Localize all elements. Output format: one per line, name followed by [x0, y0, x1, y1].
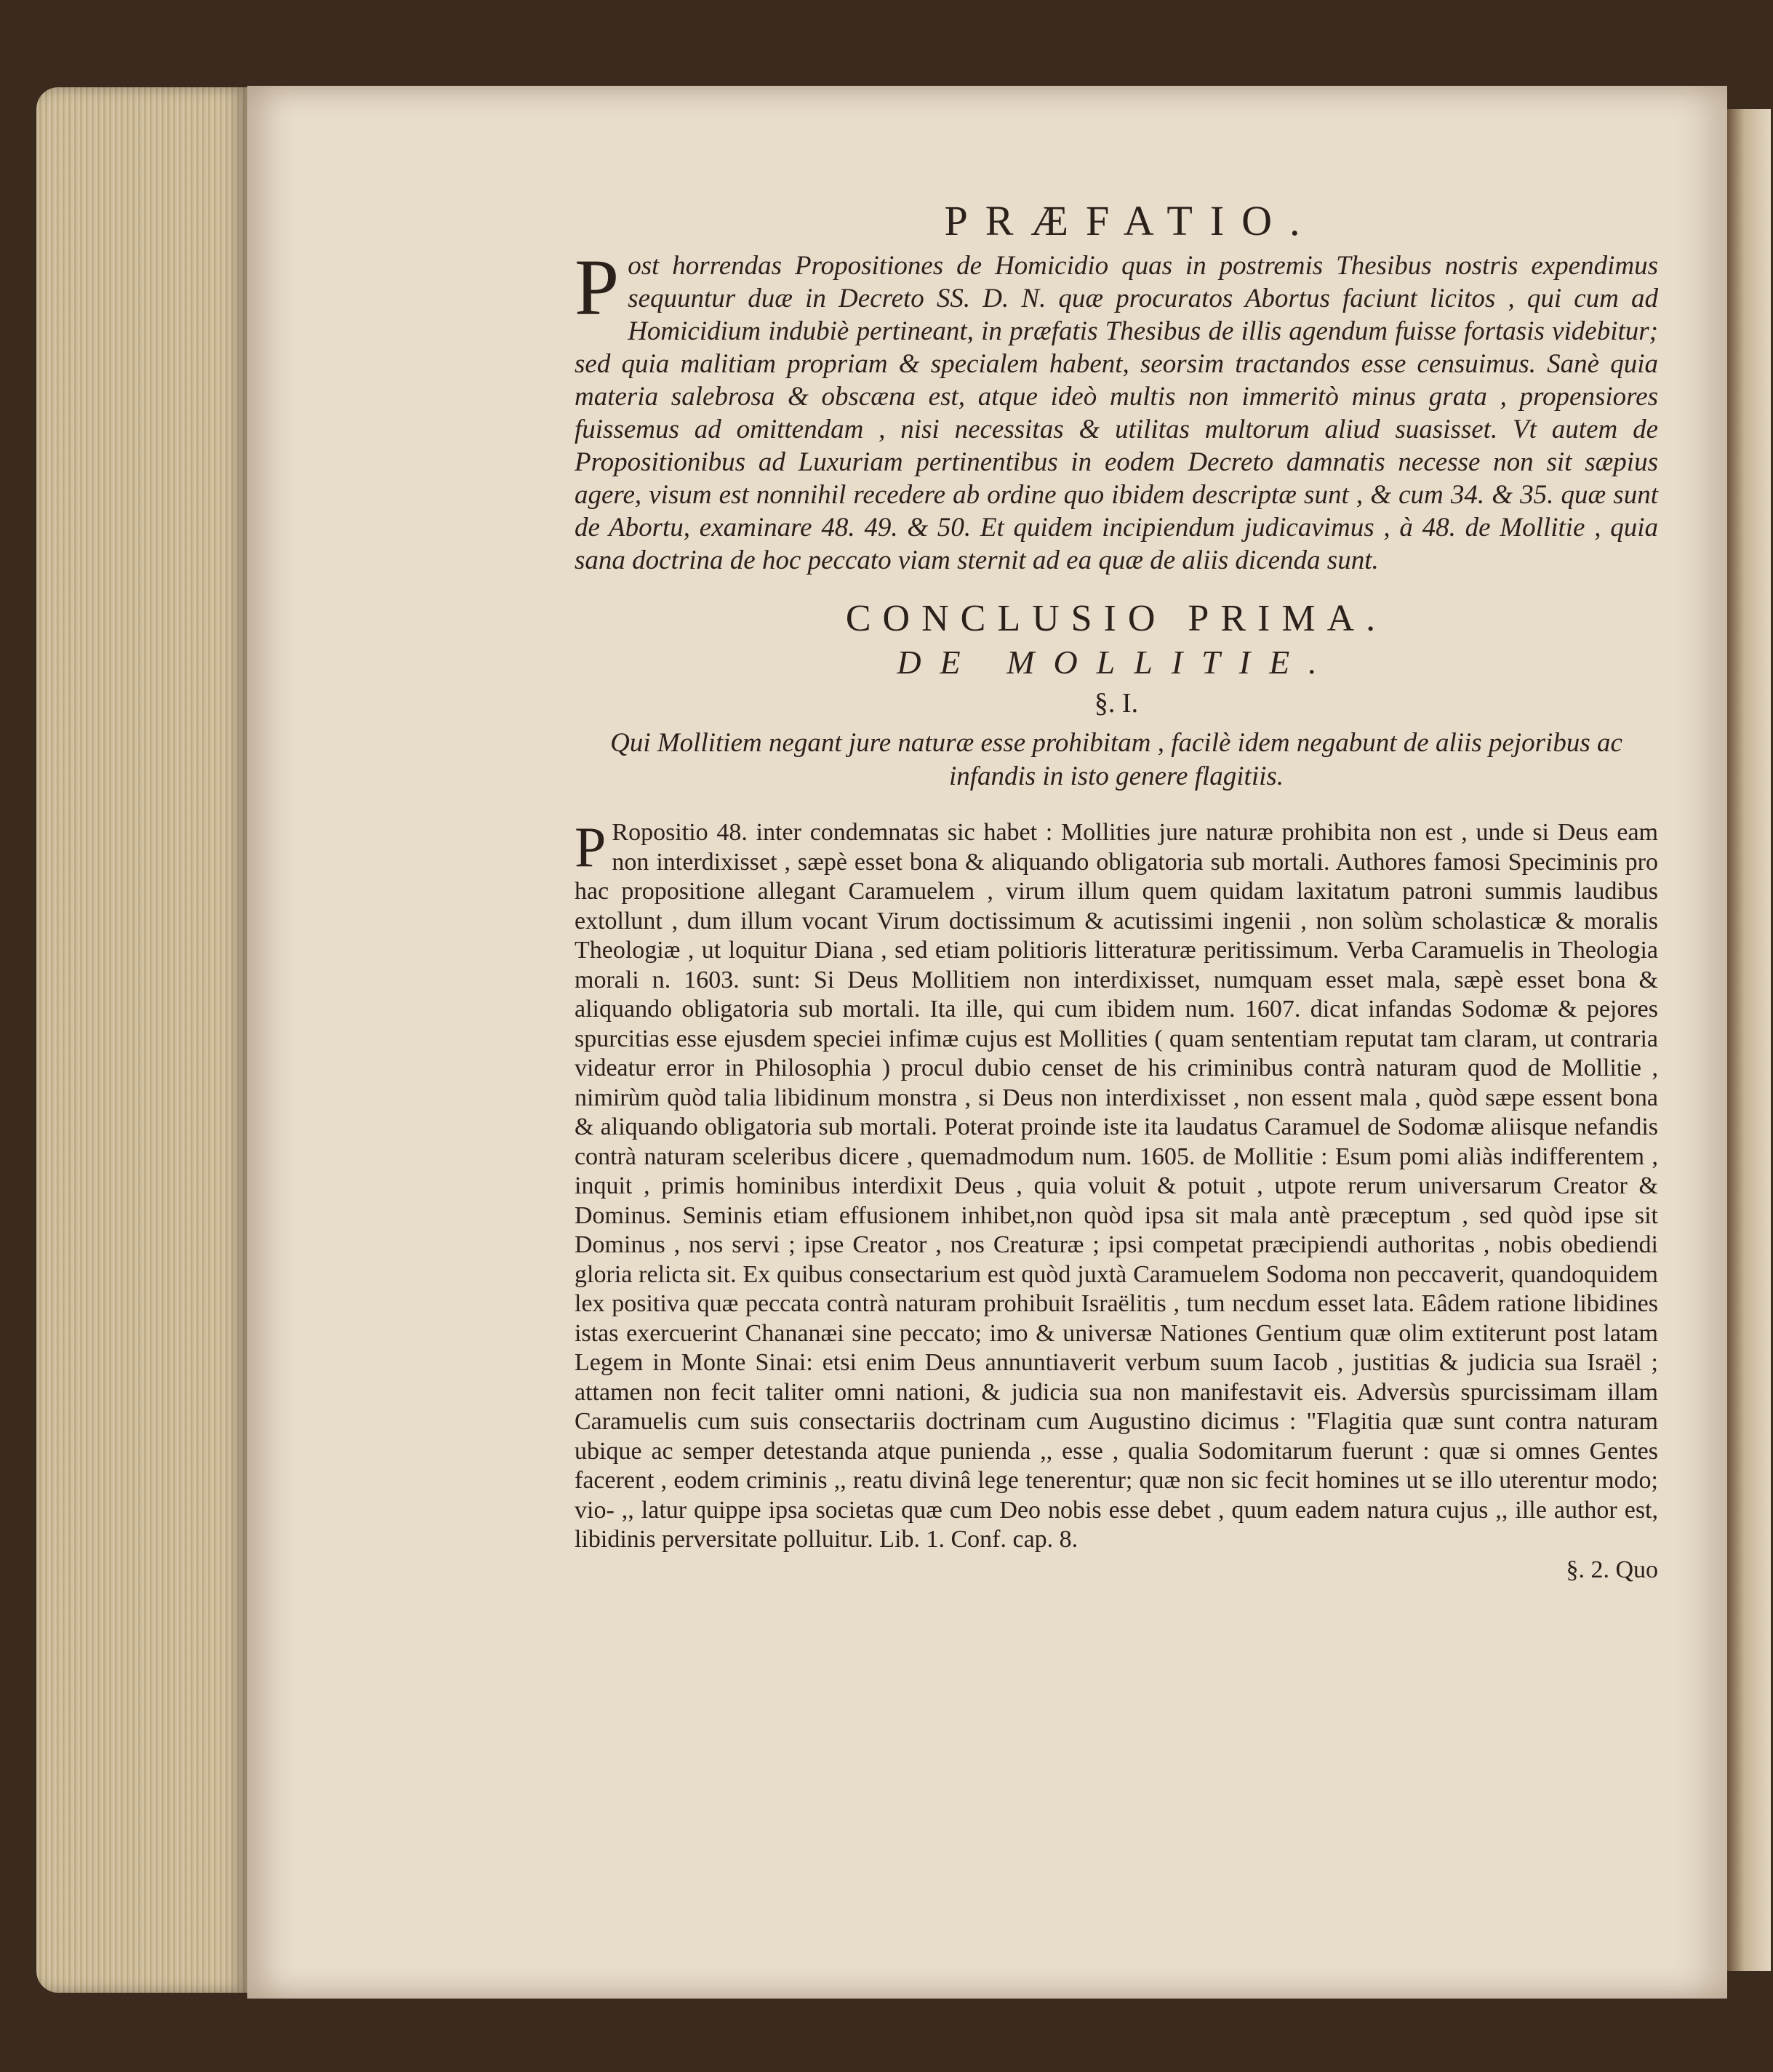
- preface-paragraph: [575, 243, 1658, 577]
- catchword: §. 2. Quo: [1566, 1556, 1658, 1583]
- page-footer: [575, 1556, 1658, 1584]
- page-text-block: [575, 196, 1658, 1584]
- page-title: PRÆFATIO.: [944, 197, 1318, 244]
- book-page-edges: [36, 87, 247, 1993]
- facing-page-edge: [1727, 109, 1771, 1971]
- body-drop-cap: P: [575, 815, 607, 879]
- preface-drop-cap: P: [575, 243, 620, 332]
- body-text: Ropositio 48. inter condemnatas sic habet : Mollities jure naturæ prohibita non est , unde si Deus eam non interdixisset , sæpè esset bona & aliquando obligatoria sub mortali. Authores famosi Speciminis pro hac propositione allegant Caramuelem , virum illum quem quidam laxitatum patroni summis laudibus extollunt , dum illum vocant Virum doctissimum & acutissimi ingenii , non solùm scholasticæ & moralis Theologiæ , ut loquitur Diana , sed etiam politioris litteraturæ peritissimum. Verba Caramuelis in Theologia morali n. 1603. sunt: Si Deus Mollitiem non interdixisset, numquam esset mala, sæpè esset bona & aliquando obligatoria sub mortali. Ita ille, qui cum ibidem num. 1607. dicat infandas Sodomæ & pejores spurcitias esse ejusdem speciei infimæ cujus est Mollities ( quam sententiam reputat tam claram, ut contraria videatur error in Philosophia ) procul dubio censet de his criminibus contrà naturam quod de Mollitie , nimirùm quòd talia libidinum monstra , si Deus non interdixisset , non essent mala , quòd sæpe essent bona & aliquando obligatoria sub mortali. Poterat proinde iste ita laudatus Caramuel de Sodomæ aliisque nefandis contrà naturam sceleribus dicere , quemadmodum num. 1605. de Mollitie : Esum pomi aliàs indifferentem , inquit , primis hominibus interdixit Deus , quia voluit & potuit , utpote rerum universarum Creator & Dominus. Seminis etiam effusionem inhibet,non quòd ipsa sit mala antè præceptum , sed quòd ipse sit Dominus , nos servi ; ipse Creator , nos Creaturæ ; ipsi competat præcipiendi authoritas , nobis obediendi gloria relicta sit. Ex quibus consectarium est quòd juxtà Caramuelem Sodoma non peccaverit, quandoquidem lex positiva quæ peccata contrà naturam prohibuit Israëlitis , tum necdum esset lata. Eâdem ratione libidines istas exercuerint Chananæi sine peccato; imo & universæ Nationes Gentium quæ olim extiterunt post latam Legem in Monte Sinai: etsi enim Deus annuntiaverit verbum suum Iacob , justitias & judicia sua Israël ; attamen non fecit taliter omni nationi, & judicia sua non manifestavit eis. Adversùs spurcissimam illam Caramuelis cum suis consectariis doctrinam cum Augustino dicimus : "Flagitia quæ sunt contra naturam ubique ac semper detestanda atque punienda ,, esse , qualia Sodomitarum fuerunt : quæ si omnes Gentes facerent , eodem criminis ,, reatu divinâ lege tenerentur; quæ non sic fecit homines ut se illo uterentur modo; vio- ,, latur quippe ipsa societas quæ cum Deo nobis esse debet , quum eadem natura cujus ,, ille author est, libidinis perversitate polluitur. Lib. 1. Conf. cap. 8.: [575, 819, 1658, 1553]
- body-paragraph: [575, 815, 1658, 1555]
- section-marker: §. I.: [1094, 688, 1139, 719]
- conclusio-subheading: DE MOLLITIE.: [897, 644, 1336, 681]
- preface-text: ost horrendas Propositiones de Homicidio quas in postremis Thesibus nostris expendimus sequuntur duæ in Decreto SS. D. N. quæ procuratos Abortus faciunt licitos , qui cum ad Homicidium indubiè pertineant, in præfatis Thesibus de illis agendum fuisse fortasis videbitur; sed quia malitiam propriam & specialem habent, seorsim tractandos esse censuimus. Sanè quia materia salebrosa & obscæna est, atque ideò multis non immeritò minus grata , propensiores fuissemus ad omittendam , nisi necessitas & utilitas multorum aliud suasisset. Vt autem de Propositionibus ad Luxuriam pertinentibus in eodem Decreto damnatis necesse non sit sæpius agere, visum est nonnihil recedere ab ordine quo ibidem descriptæ sunt , & cum 34. & 35. quæ sunt de Abortu, examinare 48. 49. & 50. Et quidem incipiendum judicavimus , à 48. de Mollitie , quia sana doctrina de hoc peccato viam sternit ad ea quæ de aliis dicenda sunt.: [575, 251, 1658, 575]
- conclusio-heading: CONCLUSIO PRIMA.: [845, 598, 1388, 639]
- section-summary: Qui Mollitiem negant jure naturæ esse prohibitam , facilè idem negabunt de aliis pejoribus ac infandis in isto genere flagitiis.: [610, 728, 1622, 791]
